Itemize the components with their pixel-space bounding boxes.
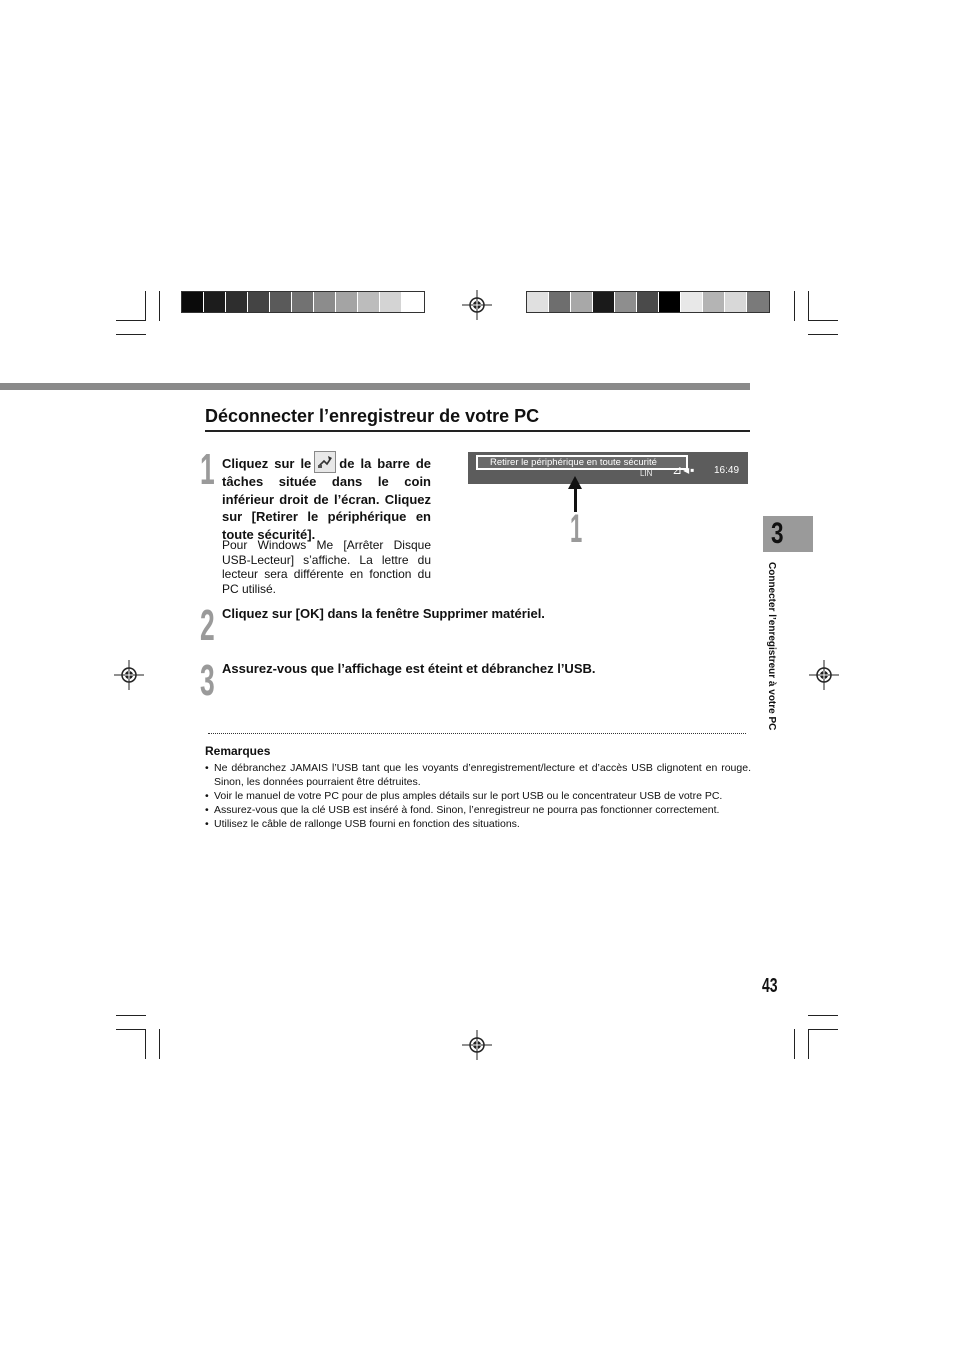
registration-mark-icon <box>462 290 492 320</box>
registration-mark-icon <box>809 660 839 690</box>
crop-mark <box>808 320 838 321</box>
registration-mark-icon <box>114 660 144 690</box>
step-1-instruction <box>222 451 431 543</box>
step-1-text-a: Cliquez sur le <box>222 456 312 471</box>
list-item: • Ne débranchez JAMAIS l’USB tant que les voyants d’enregistrement/lecture et d’accès USB clignotent en rouge. Sinon, les données pourraient être détruites. <box>205 761 751 789</box>
taskbar-language: LIN <box>640 469 653 478</box>
crop-mark <box>116 320 146 321</box>
chapter-title-vertical: Connecter l’enregistreur à votre PC <box>766 562 777 731</box>
step-1-note: Pour Windows Me [Arrêter Disque USB-Lecteur] s’affiche. La lettre du lecteur sera différente en fonction du PC utilisé. <box>222 538 431 596</box>
crop-mark <box>145 291 146 321</box>
remarks-list <box>205 761 751 831</box>
safely-remove-tooltip[interactable]: Retirer le périphérique en toute sécurité <box>476 455 688 470</box>
color-swatch <box>358 292 380 312</box>
page-title: Déconnecter l’enregistreur de votre PC <box>205 406 540 426</box>
list-item: • Utilisez le câble de rallonge USB fourni en fonction des situations. <box>205 817 751 831</box>
color-swatch <box>659 292 681 312</box>
color-swatch <box>615 292 637 312</box>
crop-mark <box>159 291 160 321</box>
color-strip-right <box>526 291 770 313</box>
crop-mark <box>159 1029 160 1059</box>
tray-network-icon[interactable]: ▪ <box>690 463 696 477</box>
color-swatch <box>336 292 358 312</box>
step-2-instruction: Cliquez sur [OK] dans la fenêtre Supprimer matériel. <box>222 606 545 621</box>
color-swatch <box>402 292 424 312</box>
color-swatch <box>248 292 270 312</box>
color-swatch <box>637 292 659 312</box>
color-swatch <box>182 292 204 312</box>
crop-mark <box>808 1029 809 1059</box>
color-strip-left <box>181 291 425 313</box>
section-bar <box>0 383 750 390</box>
crop-mark <box>145 1029 146 1059</box>
title-underline <box>205 430 750 432</box>
crop-mark <box>794 1029 795 1059</box>
taskbar-clock: 16:49 <box>714 465 740 476</box>
color-swatch <box>549 292 571 312</box>
registration-mark-icon <box>462 1030 492 1060</box>
step-number-2: 2 <box>200 601 215 650</box>
color-swatch <box>314 292 336 312</box>
color-swatch <box>747 292 769 312</box>
color-swatch <box>270 292 292 312</box>
step-number-1: 1 <box>200 445 215 494</box>
color-swatch <box>681 292 703 312</box>
crop-mark <box>794 291 795 321</box>
color-swatch <box>703 292 725 312</box>
callout-number: 1 <box>570 507 583 551</box>
list-item: • Assurez-vous que la clé USB est inséré à fond. Sinon, l’enregistreur ne pourra pas fonctionner correctement. <box>205 803 751 817</box>
chapter-number: 3 <box>771 517 784 550</box>
color-swatch <box>725 292 747 312</box>
crop-mark <box>808 334 838 335</box>
crop-mark <box>116 334 146 335</box>
color-swatch <box>527 292 549 312</box>
color-swatch <box>226 292 248 312</box>
tray-icons <box>672 463 695 477</box>
crop-mark <box>808 291 809 321</box>
step-3-instruction: Assurez-vous que l’affichage est éteint et débranchez l’USB. <box>222 661 596 676</box>
crop-mark <box>116 1015 146 1016</box>
remarks-title: Remarques <box>205 744 271 758</box>
safely-remove-hardware-icon <box>314 451 336 473</box>
dotted-separator <box>208 733 746 734</box>
tray-speaker-icon[interactable]: ◂ <box>683 463 691 477</box>
crop-mark <box>116 1029 146 1030</box>
page-number: 43 <box>762 975 778 997</box>
color-swatch <box>593 292 615 312</box>
color-swatch <box>571 292 593 312</box>
crop-mark <box>808 1029 838 1030</box>
color-swatch <box>204 292 226 312</box>
tray-hardware-icon[interactable]: ⊿ <box>672 463 684 477</box>
step-number-3: 3 <box>200 656 215 705</box>
step-1-text-b: de la barre de tâches située dans le coin inférieur droit de l’écran. Cliquez sur [Retirer le périphérique en toute sécurité]. <box>222 456 431 542</box>
list-item: • Voir le manuel de votre PC pour de plus amples détails sur le port USB ou le concentrateur USB de votre PC. <box>205 789 751 803</box>
color-swatch <box>292 292 314 312</box>
color-swatch <box>380 292 402 312</box>
crop-mark <box>808 1015 838 1016</box>
